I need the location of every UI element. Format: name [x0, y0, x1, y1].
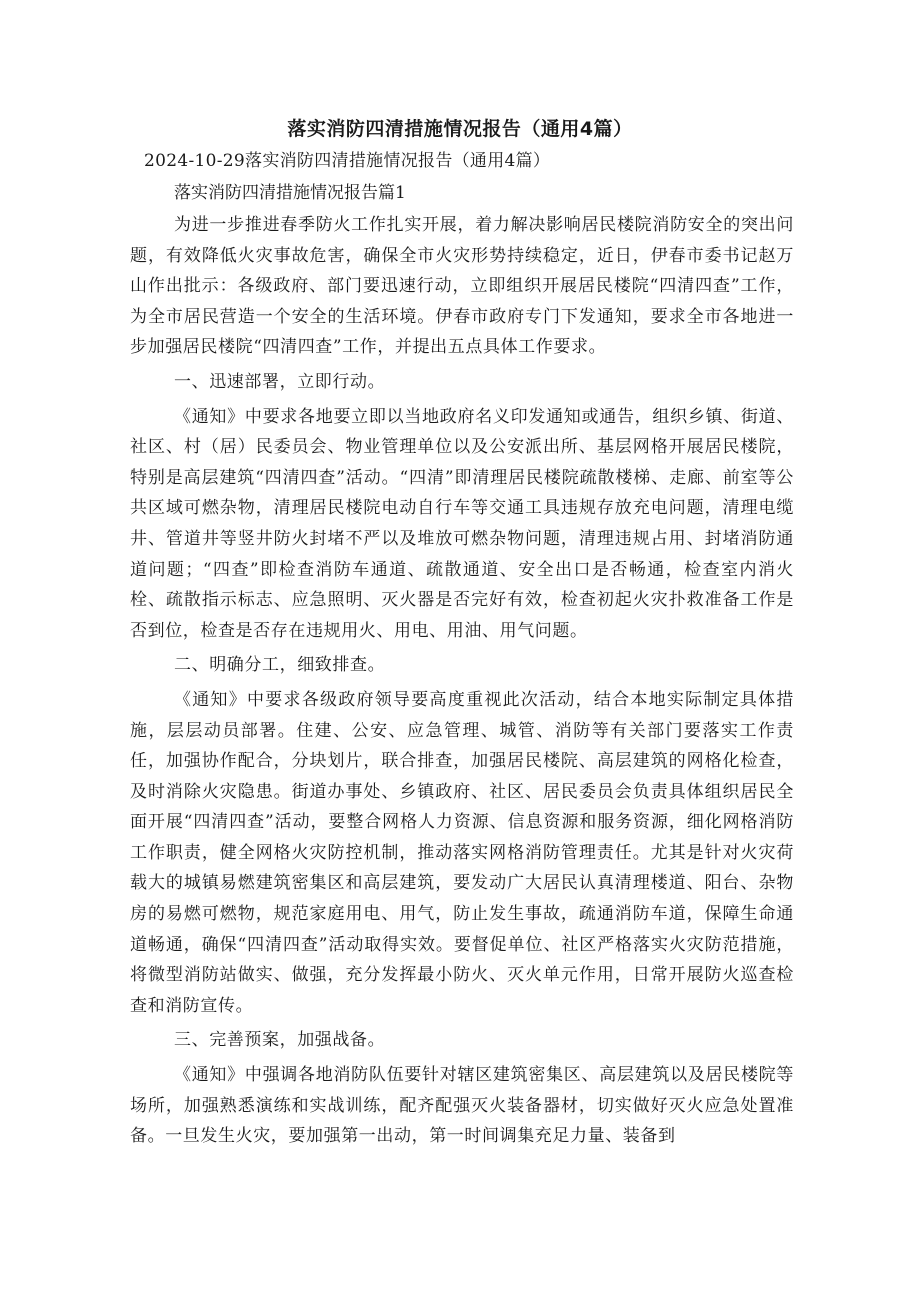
paragraph-three: 《通知》中强调各地消防队伍要针对辖区建筑密集区、高层建筑以及居民楼院等场所，加强熟悉演练和实战训练，配齐配强灭火装备器材，切实做好灭火应急处置准备。一旦发生火灾，要加强第一出动，第一时间调集充足力量、装备到 [130, 1065, 794, 1147]
paragraph-two: 《通知》中要求各级政府领导要高度重视此次活动，结合本地实际制定具体措施，层层动员部署。住建、公安、应急管理、城管、消防等有关部门要落实工作责任，加强协作配合，分块划片，联合排查，加强居民楼院、高层建筑的网格化检查，及时消除火灾隐患。街道办事处、乡镇政府、社区、居民委员会负责具体组织居民全面开展“四清四查”活动，要整合网格人力资源、信息资源和服务资源，细化网格消防工作职责，健全网格火灾防控机制，推动落实网格消防管理责任。尤其是针对火灾荷载大的城镇易燃建筑密集区和高层建筑，要发动广大居民认真清理楼道、阳台、杂物房的易燃可燃物，规范家庭用电、用气，防止发生事故，疏通消防车道，保障生命通道畅通，确保“四清四查”活动取得实效。要督促单位、社区严格落实火灾防范措施，将微型消防站做实、做强，充分发挥最小防火、灭火单元作用，日常开展防火巡查检查和消防宣传。 [130, 689, 794, 1016]
heading-three: 三、完善预案，加强战备。 [174, 1030, 386, 1051]
paragraph-one: 《通知》中要求各地要立即以当地政府名义印发通知或通告，组织乡镇、街道、社区、村（居）民委员会、物业管理单位以及公安派出所、基层网格开展居民楼院，特别是高层建筑“四清四查”活动。“四清”即清理居民楼院疏散楼梯、走廊、前室等公共区域可燃杂物，清理居民楼院电动自行车等交通工具违规存放充电问题，清理电缆井、管道井等竖井防火封堵不严以及堆放可燃杂物问题，清理违规占用、封堵消防通道问题；“四查”即检查消防车通道、疏散通道、安全出口是否畅通，检查室内消火栓、疏散指示标志、应急照明、灭火器是否完好有效，检查初起火灾扑救准备工作是否到位，检查是否存在违规用火、用电、用油、用气问题。 [130, 406, 794, 641]
paragraph-intro: 为进一步推进春季防火工作扎实开展，着力解决影响居民楼院消防安全的突出问题，有效降低火灾事故危害，确保全市火灾形势持续稳定，近日，伊春市委书记赵万山作出批示：各级政府、部门要迅速行动，立即组织开展居民楼院“四清四查”工作，为全市居民营造一个安全的生活环境。伊春市政府专门下发通知，要求全市各地进一步加强居民楼院“四清四查”工作，并提出五点具体工作要求。 [130, 215, 794, 358]
heading-one: 一、迅速部署，立即行动。 [174, 371, 386, 392]
document-body [130, 146, 794, 1152]
heading-two: 二、明确分工，细致排查。 [174, 655, 386, 676]
section-title: 落实消防四清措施情况报告篇1 [174, 183, 406, 203]
document-title: 落实消防四清措施情况报告（通用4篇） [287, 118, 633, 140]
date-line: 2024-10-29落实消防四清措施情况报告（通用4篇） [144, 151, 551, 171]
